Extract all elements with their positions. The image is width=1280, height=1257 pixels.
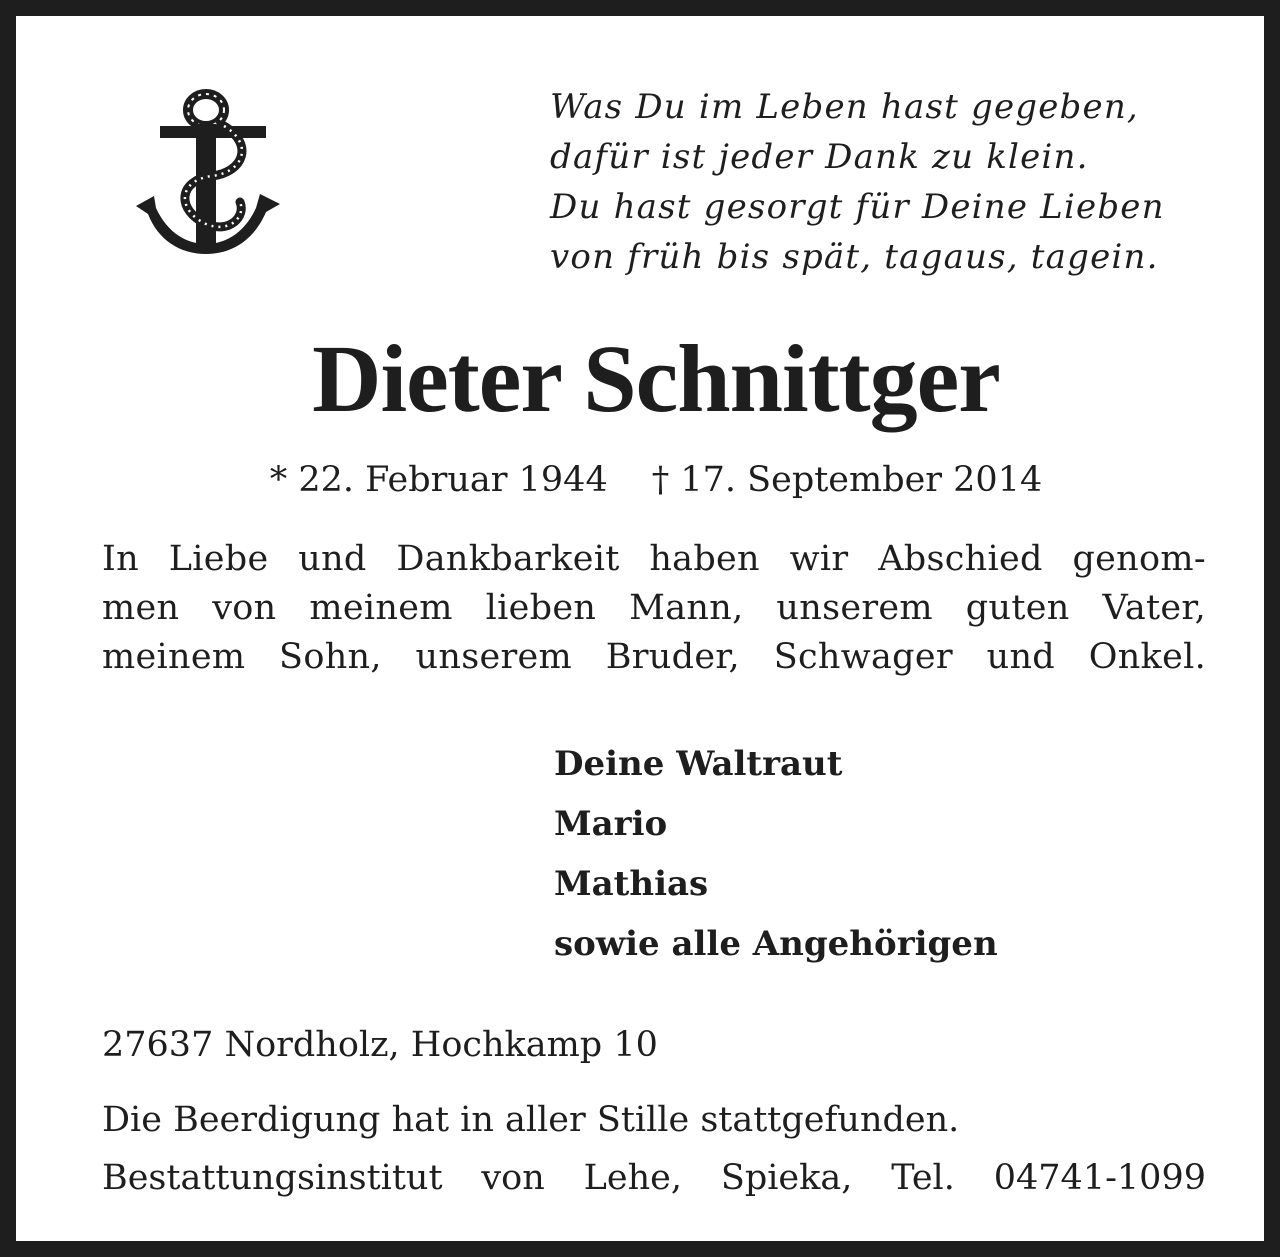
address: 27637 Nordholz, Hochkamp 10 [102,1025,658,1065]
funeral-home: Bestattungsinstitut von Lehe, Spieka, Tel. 04741-1099 [102,1158,1206,1198]
poem-line: Du hast gesorgt für Deine Lieben [550,187,1165,227]
signer: Deine Waltraut [554,744,843,784]
signers-list [554,734,1174,974]
signer: sowie alle Angehörigen [554,924,998,964]
signer: Mathias [554,864,709,904]
burial-note: Die Beerdigung hat in aller Stille stattgefunden. [102,1100,960,1140]
message-line: In Liebe und Dankbarkeit haben wir Abschied genom- [102,539,1206,579]
farewell-message [102,535,1206,682]
poem-line: von früh bis spät, tagaus, tagein. [550,237,1159,277]
signer: Mario [554,804,668,844]
birth-date: * 22. Februar 1944 [269,460,608,500]
deceased-name: Dieter Schnittger [312,325,1000,432]
anchor-icon [126,84,296,260]
life-dates [16,456,1280,504]
poem-line: dafür ist jeder Dank zu klein. [550,137,1089,177]
poem-line: Was Du im Leben hast gegeben, [550,87,1139,127]
death-date: † 17. September 2014 [651,460,1043,500]
poem [550,82,1230,282]
message-line: meinem Sohn, unserem Bruder, Schwager und Onkel. [102,637,1206,677]
footer [102,1091,1206,1207]
message-line: men von meinem lieben Mann, unserem guten Vater, [102,588,1206,628]
